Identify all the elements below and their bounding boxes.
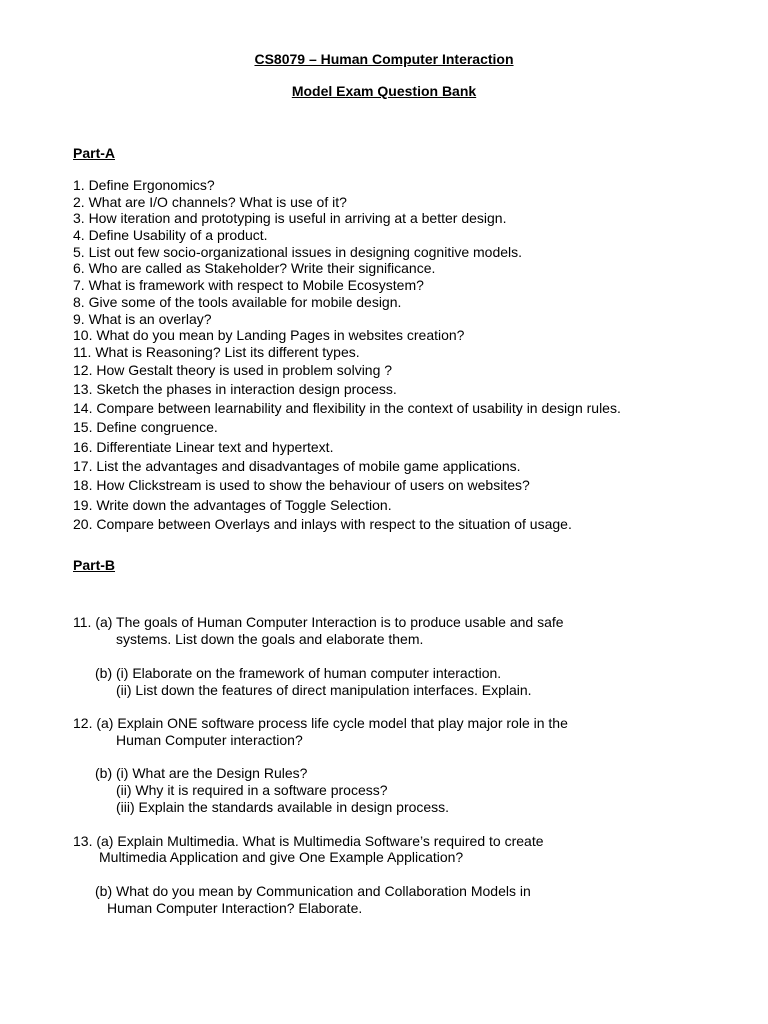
q12-a-line1: 12. (a) Explain ONE software process life cycle model that play major role in the xyxy=(73,715,568,731)
q13-b-line2: Human Computer Interaction? Elaborate. xyxy=(107,900,363,916)
q11-a-line1: 11. (a) The goals of Human Computer Interaction is to produce usable and safe xyxy=(73,614,564,630)
part-a-question: 7. What is framework with respect to Mobile Ecosystem? xyxy=(73,277,424,294)
part-a-question: 3. How iteration and prototyping is useful in arriving at a better design. xyxy=(73,210,507,227)
q12-b-line3: (iii) Explain the standards available in design process. xyxy=(116,799,450,815)
part-a-question: 20. Compare between Overlays and inlays with respect to the situation of usage. xyxy=(73,515,572,532)
q13-b-line1: (b) What do you mean by Communication and Collaboration Models in xyxy=(95,883,531,899)
part-a-question: 4. Define Usability of a product. xyxy=(73,227,268,244)
q13-a-line2: Multimedia Application and give One Example Application? xyxy=(99,849,464,865)
part-a-question: 6. Who are called as Stakeholder? Write their significance. xyxy=(73,260,436,277)
part-a-question: 2. What are I/O channels? What is use of it? xyxy=(73,193,347,210)
q11-b-line2: (ii) List down the features of direct manipulation interfaces. Explain. xyxy=(116,682,532,698)
part-a-question: 18. How Clickstream is used to show the behaviour of users on websites? xyxy=(73,477,530,494)
part-b-heading: Part-B xyxy=(73,557,116,573)
part-a-question: 10. What do you mean by Landing Pages in websites creation? xyxy=(73,327,465,344)
part-a-question: 19. Write down the advantages of Toggle Selection. xyxy=(73,496,392,513)
q12-b-line2: (ii) Why it is required in a software process? xyxy=(116,782,388,798)
part-a-question: 8. Give some of the tools available for mobile design. xyxy=(73,293,402,310)
part-a-heading: Part-A xyxy=(73,145,116,161)
q13-a-line1: 13. (a) Explain Multimedia. What is Multimedia Software’s required to create xyxy=(73,833,544,849)
part-a-question: 5. List out few socio-organizational issues in designing cognitive models. xyxy=(73,243,523,260)
part-a-question: 15. Define congruence. xyxy=(73,419,218,436)
part-a-question: 12. How Gestalt theory is used in problem solving ? xyxy=(73,361,393,378)
part-a-question: 1. Define Ergonomics? xyxy=(73,177,215,193)
part-a-question: 14. Compare between learnability and flexibility in the context of usability in design rules. xyxy=(73,400,621,417)
q11-a-line2: systems. List down the goals and elaborate them. xyxy=(116,631,424,647)
part-a-question: 16. Differentiate Linear text and hypertext. xyxy=(73,438,334,455)
part-a-question: 13. Sketch the phases in interaction design process. xyxy=(73,380,397,397)
part-a-question: 11. What is Reasoning? List its different types. xyxy=(73,343,360,360)
part-a-question: 9. What is an overlay? xyxy=(73,310,212,327)
course-title: CS8079 – Human Computer Interaction xyxy=(254,51,514,67)
document-title: Model Exam Question Bank xyxy=(291,83,477,99)
part-a-question-list xyxy=(73,177,621,534)
q12-a-line2: Human Computer interaction? xyxy=(116,732,303,748)
part-a-question: 17. List the advantages and disadvantages of mobile game applications. xyxy=(73,458,521,475)
q12-b-line1: (b) (i) What are the Design Rules? xyxy=(95,765,308,781)
q11-b-line1: (b) (i) Elaborate on the framework of human computer interaction. xyxy=(95,665,502,681)
